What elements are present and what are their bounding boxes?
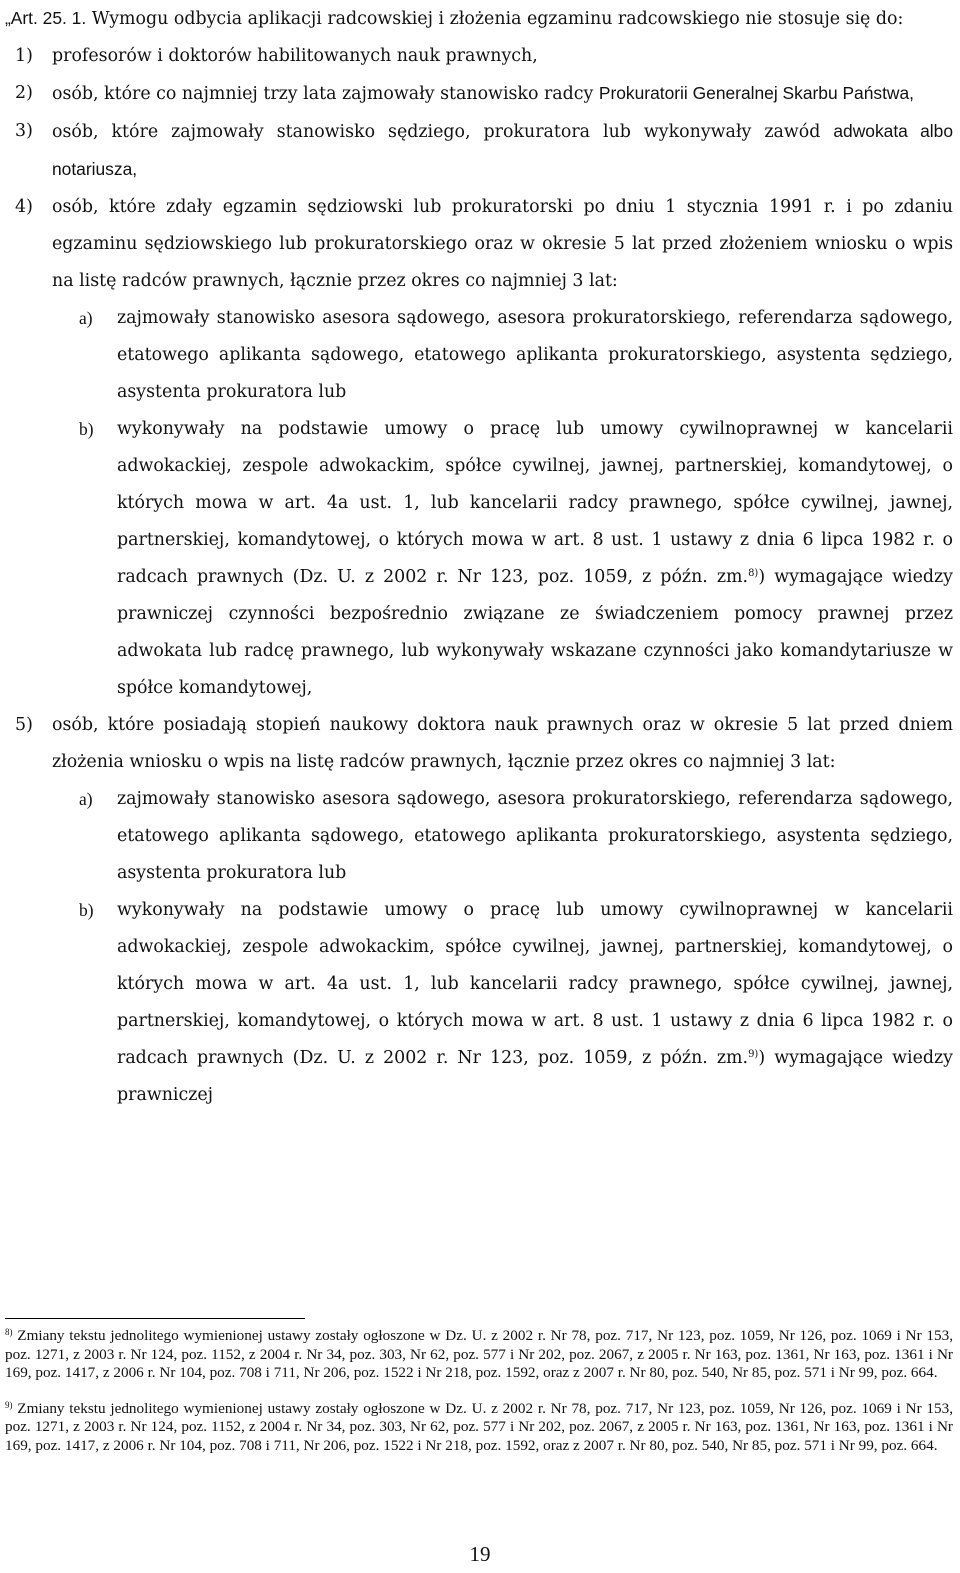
- provision-number: 4): [15, 197, 33, 217]
- sub-provision-a: [52, 300, 953, 411]
- provision-item-2: [5, 75, 953, 113]
- provision-number: 5): [15, 715, 33, 735]
- provision-item-5: [5, 707, 953, 1114]
- footnote-text: Zmiany tekstu jednolitego wymienionej ustawy zostały ogłoszone w Dz. U. z 2002 r. Nr 78, poz. 717, Nr 123, poz. 1059, Nr 126, poz. 1069 i Nr 153, poz. 1271, z 2003 r. Nr 124, poz. 1152, z 2004 r. Nr 34, poz. 303, Nr 62, poz. 577 i Nr 202, poz. 2067, z 2005 r. Nr 163, poz. 1361, Nr 163, poz. 1361 i Nr 169, poz. 1417, z 2006 r. Nr 104, poz. 708 i 711, Nr 206, poz. 1522 i Nr 218, poz. 1592, oraz z 2007 r. Nr 80, poz. 540, Nr 85, poz. 571 i Nr 99, poz. 664.: [5, 1327, 953, 1381]
- footnote-mark: 9): [5, 1399, 13, 1410]
- footnote-reference-9[interactable]: 9): [748, 1049, 759, 1060]
- sub-provision-text: zajmowały stanowisko asesora sądowego, asesora prokuratorskiego, referendarza sądowego, etatowego aplikanta sądowego, etatowego aplikanta prokuratorskiego, asystenta sędziego, asystenta prokuratora lub: [117, 308, 953, 402]
- provision-number: 2): [15, 83, 33, 103]
- article-number: „Art. 25. 1.: [5, 8, 87, 28]
- provision-text: osób, które zajmowały stanowisko sędziego, prokuratora lub wykonywały zawód: [52, 122, 834, 142]
- provision-number: 1): [15, 46, 33, 66]
- sub-provision-b: [52, 411, 953, 707]
- provision-text: osób, które co najmniej trzy lata zajmowały stanowisko radcy: [52, 84, 599, 104]
- provision-item-1: [5, 38, 953, 75]
- sub-provision-label: a): [79, 308, 93, 328]
- sub-provision-b: [52, 892, 953, 1114]
- footnote-reference-8[interactable]: 8): [748, 568, 759, 579]
- provision-item-4: [5, 189, 953, 707]
- sub-provision-a: [52, 781, 953, 892]
- sub-provision-list: [52, 781, 953, 1114]
- footnote-separator: [5, 1318, 305, 1319]
- footnote-mark: 8): [5, 1327, 13, 1337]
- provision-text-institution: Prokuratorii Generalnej Skarbu Państwa,: [598, 83, 914, 103]
- footnote-9: [5, 1400, 953, 1456]
- sub-provision-label: a): [79, 789, 93, 809]
- sub-provision-text-cont: ) wymagające wiedzy prawniczej: [117, 1048, 953, 1105]
- sub-provision-text: zajmowały stanowisko asesora sądowego, asesora prokuratorskiego, referendarza sądowego, etatowego aplikanta sądowego, etatowego aplikanta prokuratorskiego, asystenta sędziego, asystenta prokuratora lub: [117, 789, 953, 883]
- provision-text: profesorów i doktorów habilitowanych nauk prawnych,: [52, 46, 538, 66]
- sub-provision-label: b): [79, 419, 94, 439]
- sub-provision-text: wykonywały na podstawie umowy o pracę lub umowy cywilnoprawnej w kancelarii adwokackiej, zespole adwokackim, spółce cywilnej, jawnej, partnerskiej, komandytowej, o których mowa w art. 4a ust. 1, lub kancelarii radcy prawnego, spółce cywilnej, jawnej, partnerskiej, komandytowej, o których mowa w art. 8 ust. 1 ustawy z dnia 6 lipca 1982 r. o radcach prawnych (Dz. U. z 2002 r. Nr 123, poz. 1059, z późn. zm.: [117, 900, 953, 1068]
- footnote-text: Zmiany tekstu jednolitego wymienionej ustawy zostały ogłoszone w Dz. U. z 2002 r. Nr 78, poz. 717, Nr 123, poz. 1059, Nr 126, poz. 1069 i Nr 153, poz. 1271, z 2003 r. Nr 124, poz. 1152, z 2004 r. Nr 34, poz. 303, Nr 62, poz. 577 i Nr 202, poz. 2067, z 2005 r. Nr 163, poz. 1361, Nr 163, poz. 1361 i Nr 169, poz. 1417, z 2006 r. Nr 104, poz. 708 i 711, Nr 206, poz. 1522 i Nr 218, poz. 1592, oraz z 2007 r. Nr 80, poz. 540, Nr 85, poz. 571 i Nr 99, poz. 664.: [5, 1399, 953, 1454]
- provision-text: osób, które posiadają stopień naukowy doktora nauk prawnych oraz w okresie 5 lat przed dniem złożenia wniosku o wpis na listę radców prawnych, łącznie przez okres co najmniej 3 lat:: [52, 715, 953, 772]
- footnotes-section: [5, 1318, 953, 1472]
- page-number: 19: [469, 1542, 491, 1566]
- article-intro: [5, 0, 953, 38]
- provision-text-profession: adwokata albo notariusza,: [52, 121, 953, 179]
- sub-provision-list: [52, 300, 953, 707]
- sub-provision-text-cont: ) wymagające wiedzy prawniczej czynności bezpośrednio związane ze świadczeniem pomocy prawnej przez adwokata lub radcę prawnego, lub wykonywały wskazane czynności jako komandytariusze w spółce komandytowej,: [117, 567, 953, 698]
- article-intro-text: Wymogu odbycia aplikacji radcowskiej i złożenia egzaminu radcowskiego nie stosuje się do:: [86, 9, 904, 29]
- provision-text: osób, które zdały egzamin sędziowski lub prokuratorski po dniu 1 stycznia 1991 r. i po zdaniu egzaminu sędziowskiego lub prokuratorskiego oraz w okresie 5 lat przed złożeniem wniosku o wpis na listę radców prawnych, łącznie przez okres co najmniej 3 lat:: [52, 197, 953, 291]
- sub-provision-text: wykonywały na podstawie umowy o pracę lub umowy cywilnoprawnej w kancelarii adwokackiej, zespole adwokackim, spółce cywilnej, jawnej, partnerskiej, komandytowej, o których mowa w art. 4a ust. 1, lub kancelarii radcy prawnego, spółce cywilnej, jawnej, partnerskiej, komandytowej, o których mowa w art. 8 ust. 1 ustawy z dnia 6 lipca 1982 r. o radcach prawnych (Dz. U. z 2002 r. Nr 123, poz. 1059, z późn. zm.: [117, 419, 953, 587]
- provision-list: [5, 38, 953, 1114]
- sub-provision-label: b): [79, 900, 94, 920]
- footnote-8: [5, 1327, 953, 1383]
- provision-number: 3): [15, 121, 33, 141]
- provision-item-3: [5, 113, 953, 189]
